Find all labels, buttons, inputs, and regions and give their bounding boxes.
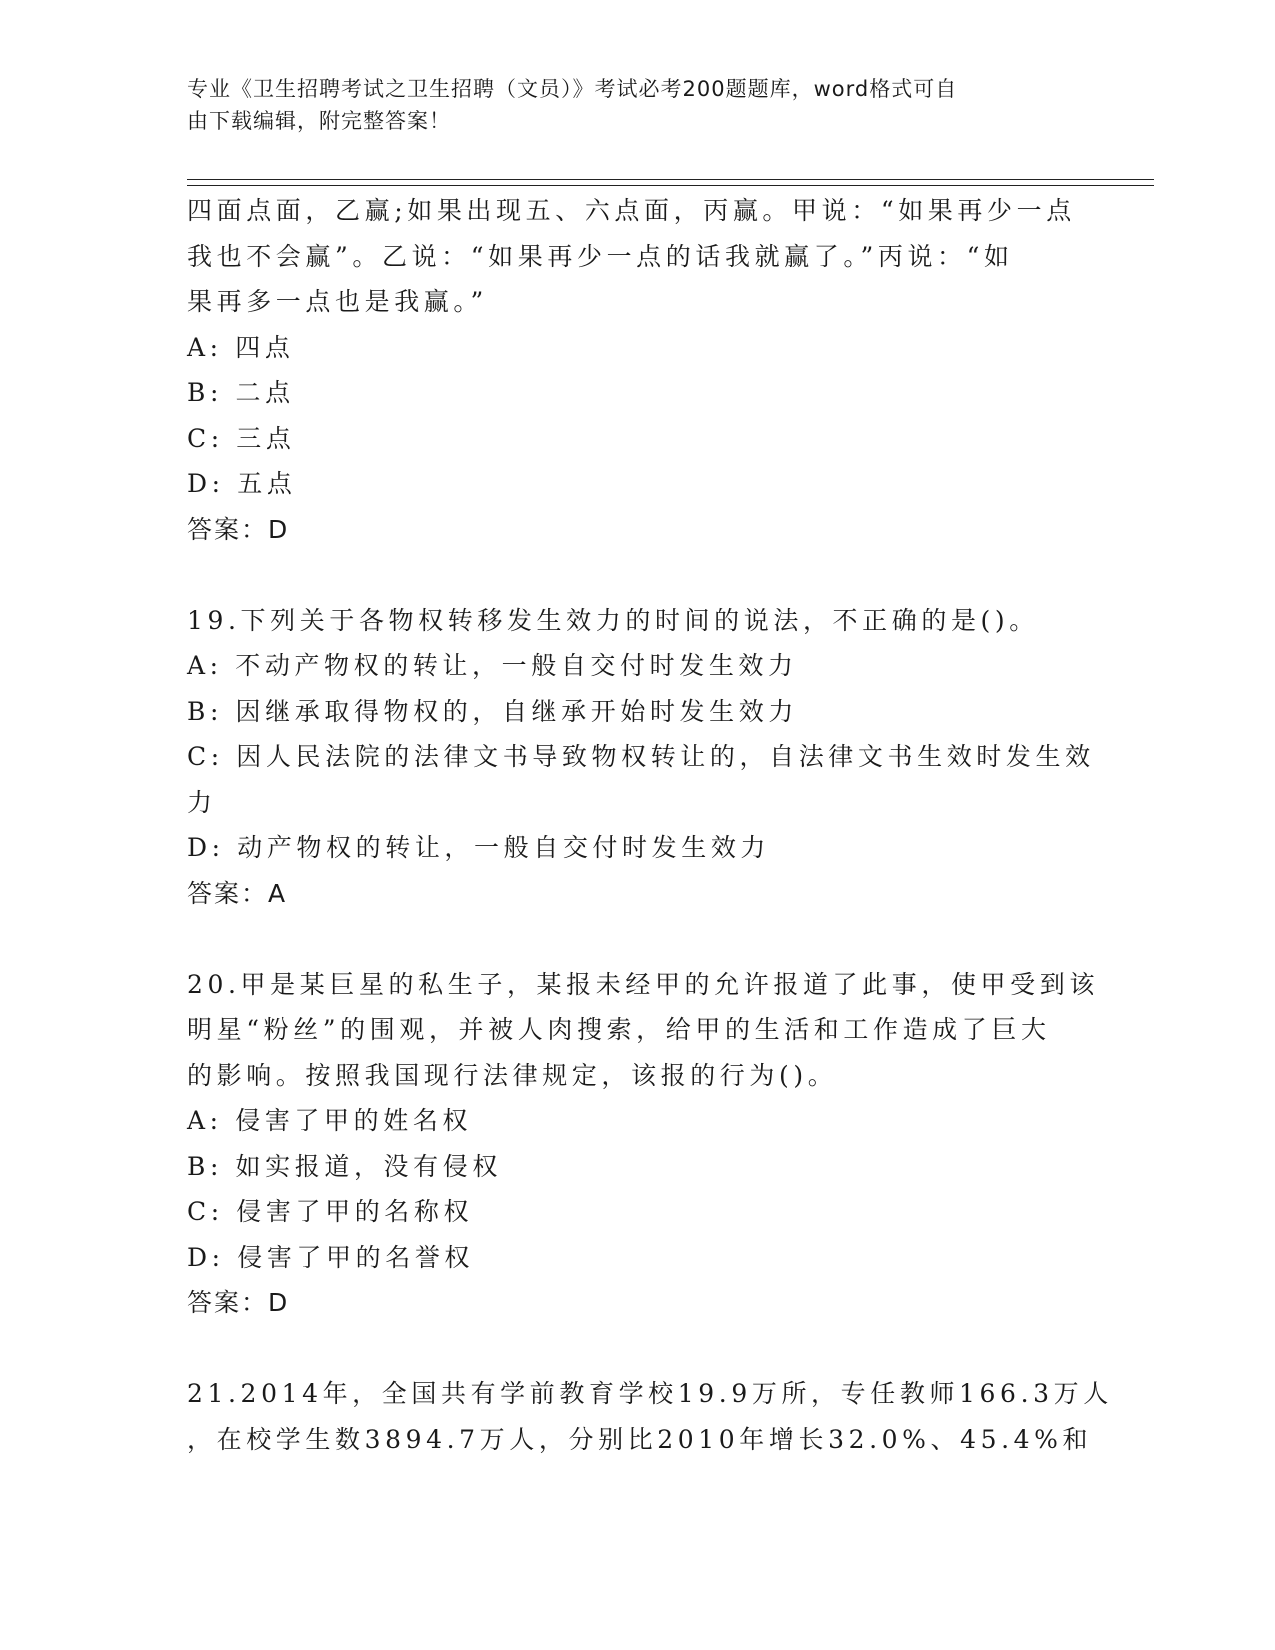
option-c: C: 因人民法院的法律文书导致物权转让的，自法律文书生效时发生效 xyxy=(187,742,1095,771)
option-c-continued: 力 xyxy=(187,787,217,817)
spacer xyxy=(187,1326,1087,1372)
answer-label: 答案：D xyxy=(187,514,290,544)
option-b: B: 因继承取得物权的，自继承开始时发生效力 xyxy=(187,696,798,726)
option-d: D: 侵害了甲的名誉权 xyxy=(187,1242,475,1272)
question-stem-line: 的影响。按照我国现行法律规定，该报的行为()。 xyxy=(187,1060,838,1090)
option-c: C: 侵害了甲的名称权 xyxy=(187,1197,474,1226)
question-21 xyxy=(187,1371,1113,1462)
header-line-2: 由下载编辑，附完整答案！ xyxy=(187,109,451,133)
header-divider xyxy=(187,179,1154,186)
question-stem-line: 我也不会赢”。乙说：“如果再少一点的话我就赢了。”丙说：“如 xyxy=(187,241,1014,271)
option-d: D: 动产物权的转让，一般自交付时发生效力 xyxy=(187,833,771,862)
option-b: B: 二点 xyxy=(187,378,295,407)
question-stem-line: 明星“粉丝”的围观，并被人肉搜索，给甲的生活和工作造成了巨大 xyxy=(187,1015,1051,1044)
question-stem-line: ，在校学生数3894.7万人，分别比2010年增长32.0%、45.4%和 xyxy=(187,1424,1093,1454)
question-stem-line: 四面点面，乙赢;如果出现五、六点面，丙赢。甲说：“如果再少一点 xyxy=(187,196,1076,225)
option-c: C: 三点 xyxy=(187,423,296,453)
spacer xyxy=(187,552,1087,598)
option-a: A: 四点 xyxy=(187,332,295,362)
header-line-1: 专业《卫生招聘考试之卫生招聘（文员）》考试必考200题题库，word格式可自 xyxy=(187,77,958,101)
question-stem-line: 19.下列关于各物权转移发生效力的时间的说法，不正确的是()。 xyxy=(187,605,1039,635)
question-stem-line: 21.2014年，全国共有学前教育学校19.9万所，专任教师166.3万人 xyxy=(187,1379,1113,1408)
option-b: B: 如实报道，没有侵权 xyxy=(187,1151,502,1181)
question-18 xyxy=(187,188,1087,552)
question-19 xyxy=(187,598,1095,917)
option-a: A: 不动产物权的转让，一般自交付时发生效力 xyxy=(187,651,798,680)
answer-label: 答案：D xyxy=(187,1288,290,1317)
document-header xyxy=(187,73,1067,137)
question-stem-line: 20.甲是某巨星的私生子，某报未经甲的允许报道了此事，使甲受到该 xyxy=(187,969,1099,999)
question-list xyxy=(187,188,1113,1462)
question-20 xyxy=(187,962,1099,1326)
question-stem-line: 果再多一点也是我赢。” xyxy=(187,287,488,316)
spacer xyxy=(187,916,1087,962)
answer-label: 答案：A xyxy=(187,878,288,908)
option-d: D: 五点 xyxy=(187,469,297,498)
option-a: A: 侵害了甲的姓名权 xyxy=(187,1106,473,1135)
